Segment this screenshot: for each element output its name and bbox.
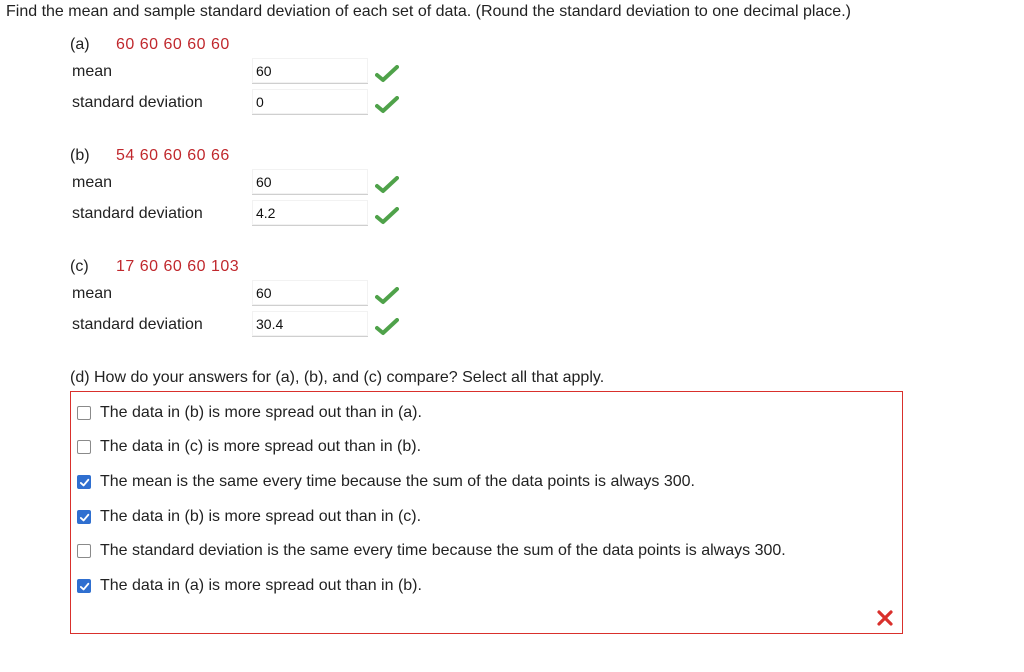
option-1[interactable] bbox=[77, 402, 422, 424]
option-label: The data in (c) is more spread out than in (b). bbox=[100, 438, 422, 455]
options-box bbox=[70, 391, 903, 634]
sd-label: standard deviation bbox=[72, 94, 203, 111]
sd-label: standard deviation bbox=[72, 316, 203, 333]
mean-label: mean bbox=[72, 285, 113, 302]
mean-input[interactable] bbox=[252, 280, 368, 306]
option-3[interactable] bbox=[77, 471, 695, 493]
part-b bbox=[70, 144, 410, 230]
sd-row bbox=[70, 88, 410, 119]
check-mark-icon bbox=[375, 96, 399, 114]
part-c bbox=[70, 255, 410, 341]
checkbox[interactable] bbox=[77, 406, 91, 420]
data-set: 17 60 60 60 103 bbox=[116, 258, 240, 275]
option-6[interactable] bbox=[77, 575, 422, 597]
mean-row bbox=[70, 57, 410, 88]
data-set: 54 60 60 60 66 bbox=[116, 147, 230, 164]
checkbox[interactable] bbox=[77, 510, 91, 524]
x-mark-icon bbox=[876, 609, 894, 627]
option-label: The data in (b) is more spread out than in (c). bbox=[100, 508, 422, 525]
question-d-prompt: (d) How do your answers for (a), (b), and (c) compare? Select all that apply. bbox=[70, 369, 605, 386]
option-label: The data in (b) is more spread out than in (a). bbox=[100, 404, 422, 421]
part-header bbox=[70, 255, 410, 279]
sd-input[interactable] bbox=[252, 311, 368, 337]
checkbox[interactable] bbox=[77, 544, 91, 558]
part-letter: (b) bbox=[70, 147, 90, 164]
option-label: The standard deviation is the same every time because the sum of the data points is always 300. bbox=[100, 542, 786, 559]
mean-input[interactable] bbox=[252, 169, 368, 195]
sd-row bbox=[70, 310, 410, 341]
part-header bbox=[70, 144, 410, 168]
check-mark-icon bbox=[375, 318, 399, 336]
checkbox-check-icon bbox=[79, 477, 90, 488]
option-4[interactable] bbox=[77, 506, 421, 528]
sd-label: standard deviation bbox=[72, 205, 203, 222]
part-header bbox=[70, 33, 410, 57]
checkbox[interactable] bbox=[77, 579, 91, 593]
check-mark-icon bbox=[375, 207, 399, 225]
instructions: Find the mean and sample standard deviation of each set of data. (Round the standard deviation to one decimal place.) bbox=[6, 3, 851, 20]
part-a bbox=[70, 33, 410, 119]
mean-row bbox=[70, 168, 410, 199]
option-label: The data in (a) is more spread out than in (b). bbox=[100, 577, 422, 594]
checkbox[interactable] bbox=[77, 475, 91, 489]
part-letter: (c) bbox=[70, 258, 89, 275]
checkbox[interactable] bbox=[77, 440, 91, 454]
mean-row bbox=[70, 279, 410, 310]
check-mark-icon bbox=[375, 176, 399, 194]
part-letter: (a) bbox=[70, 36, 90, 53]
sd-input[interactable] bbox=[252, 200, 368, 226]
data-set: 60 60 60 60 60 bbox=[116, 36, 230, 53]
option-2[interactable] bbox=[77, 436, 421, 458]
check-mark-icon bbox=[375, 65, 399, 83]
sd-row bbox=[70, 199, 410, 230]
checkbox-check-icon bbox=[79, 512, 90, 523]
checkbox-check-icon bbox=[79, 581, 90, 592]
option-label: The mean is the same every time because the sum of the data points is always 300. bbox=[100, 473, 695, 490]
option-5[interactable] bbox=[77, 540, 786, 562]
mean-label: mean bbox=[72, 63, 113, 80]
check-mark-icon bbox=[375, 287, 399, 305]
mean-input[interactable] bbox=[252, 58, 368, 84]
sd-input[interactable] bbox=[252, 89, 368, 115]
mean-label: mean bbox=[72, 174, 113, 191]
